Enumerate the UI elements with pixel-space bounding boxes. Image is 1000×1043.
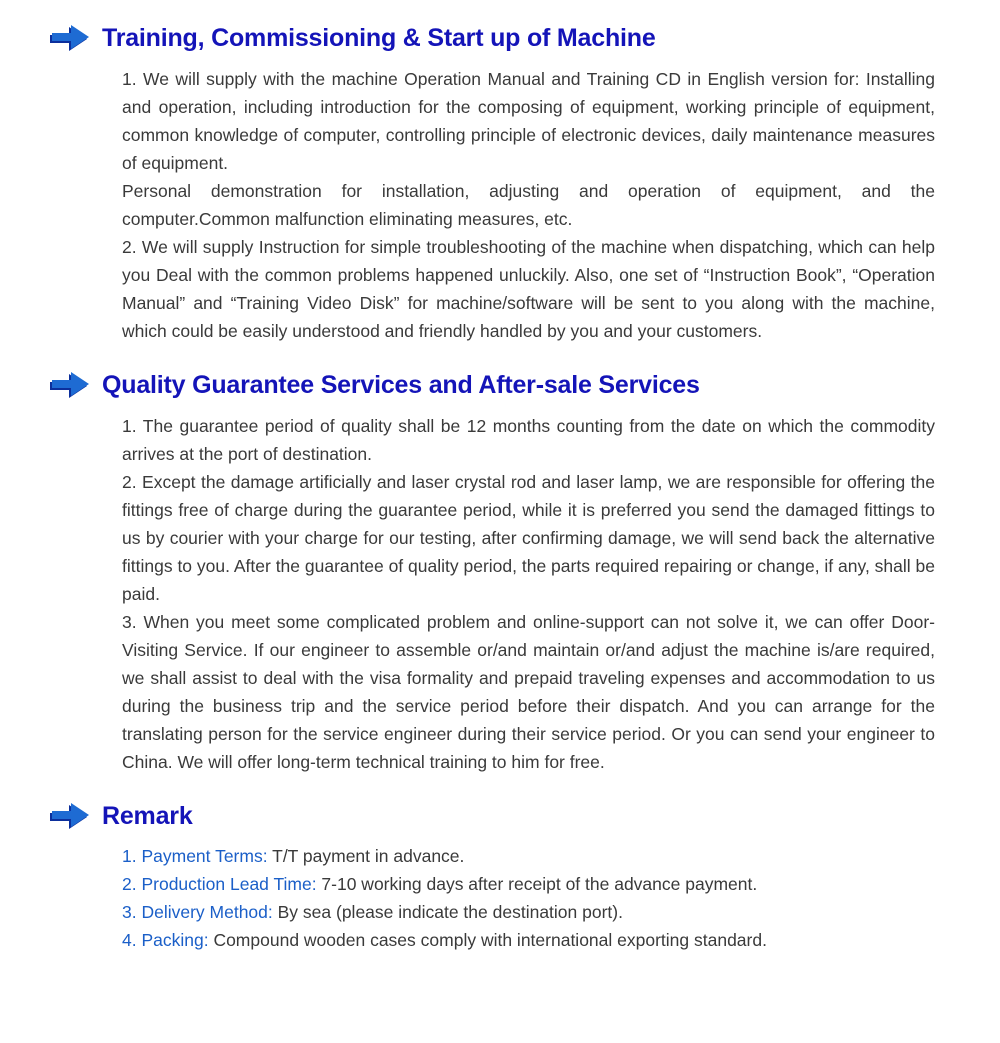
paragraph: Personal demonstration for installation, adjusting and operation of equipment, and the computer.Common malfunction eliminating measures, etc. xyxy=(122,180,935,229)
remark-item-label: 2. Production Lead Time: xyxy=(122,874,317,895)
section-body xyxy=(122,412,935,776)
paragraph: 2. Except the damage artificially and laser crystal rod and laser lamp, we are responsible for offering the fittings free of charge during the guarantee period, while it is preferred you send the damaged fittings to us by courier with your charge for our testing, after confirming damage, we will send back the alternative fittings to you. After the guarantee of quality period, the parts required repairing or change, if any, shall be paid. xyxy=(122,471,935,604)
remark-item-text: By sea (please indicate the destination port). xyxy=(272,902,623,923)
remark-list xyxy=(122,842,935,954)
section-remark xyxy=(50,802,935,955)
paragraph: 2. We will supply Instruction for simple troubleshooting of the machine when dispatching, which can help you Deal with the common problems happened unluckily. Also, one set of “Instruction Book”, “Operation Manual” and “Training Video Disk” for machine/software will be sent to you along with the machine, which could be easily understood and friendly handled by you and your customers. xyxy=(122,236,935,341)
arrow-right-icon xyxy=(50,802,90,830)
remark-item xyxy=(122,870,935,898)
arrow-right-icon xyxy=(50,371,90,399)
paragraph: 3. When you meet some complicated problem and online-support can not solve it, we can offer Door-Visiting Service. If our engineer to assemble or/and maintain or/and adjust the machine is/are required, we shall assist to deal with the visa formality and prepaid traveling expenses and accommodation to us during the business trip and the service period before their dispatch. And you can arrange for the translating person for the service engineer during their service period. Or you can send your engineer to China. We will offer long-term technical training to him for free. xyxy=(122,611,935,772)
remark-item-text: Compound wooden cases comply with international exporting standard. xyxy=(208,930,767,951)
section-heading-row xyxy=(50,24,935,53)
section-heading: Training, Commissioning & Start up of Machine xyxy=(102,24,656,52)
remark-item-label: 4. Packing: xyxy=(122,930,209,951)
remark-item-text: 7-10 working days after receipt of the advance payment. xyxy=(316,874,758,895)
section-heading: Remark xyxy=(102,801,193,830)
arrow-right-icon xyxy=(50,24,90,52)
remark-item-label: 3. Delivery Method: xyxy=(122,902,273,923)
remark-item-label: 1. Payment Terms: xyxy=(122,846,268,867)
paragraph: 1. We will supply with the machine Operation Manual and Training CD in English version for: Installing and operation, including introduction for the composing of equipment, working principle of equipment, common knowledge of computer, controlling principle of electronic devices, daily maintenance measures of equipment. xyxy=(122,68,935,173)
remark-item xyxy=(122,842,935,870)
section-heading-row xyxy=(50,371,935,400)
section-heading-row xyxy=(50,802,935,831)
remark-item xyxy=(122,898,935,926)
section-quality-guarantee xyxy=(50,371,935,776)
paragraph: 1. The guarantee period of quality shall be 12 months counting from the date on which the commodity arrives at the port of destination. xyxy=(122,415,935,464)
remark-item xyxy=(122,926,935,954)
section-body xyxy=(122,65,935,345)
remark-item-text: T/T payment in advance. xyxy=(267,846,465,867)
section-training xyxy=(50,24,935,345)
section-heading: Quality Guarantee Services and After-sale Services xyxy=(102,370,700,399)
